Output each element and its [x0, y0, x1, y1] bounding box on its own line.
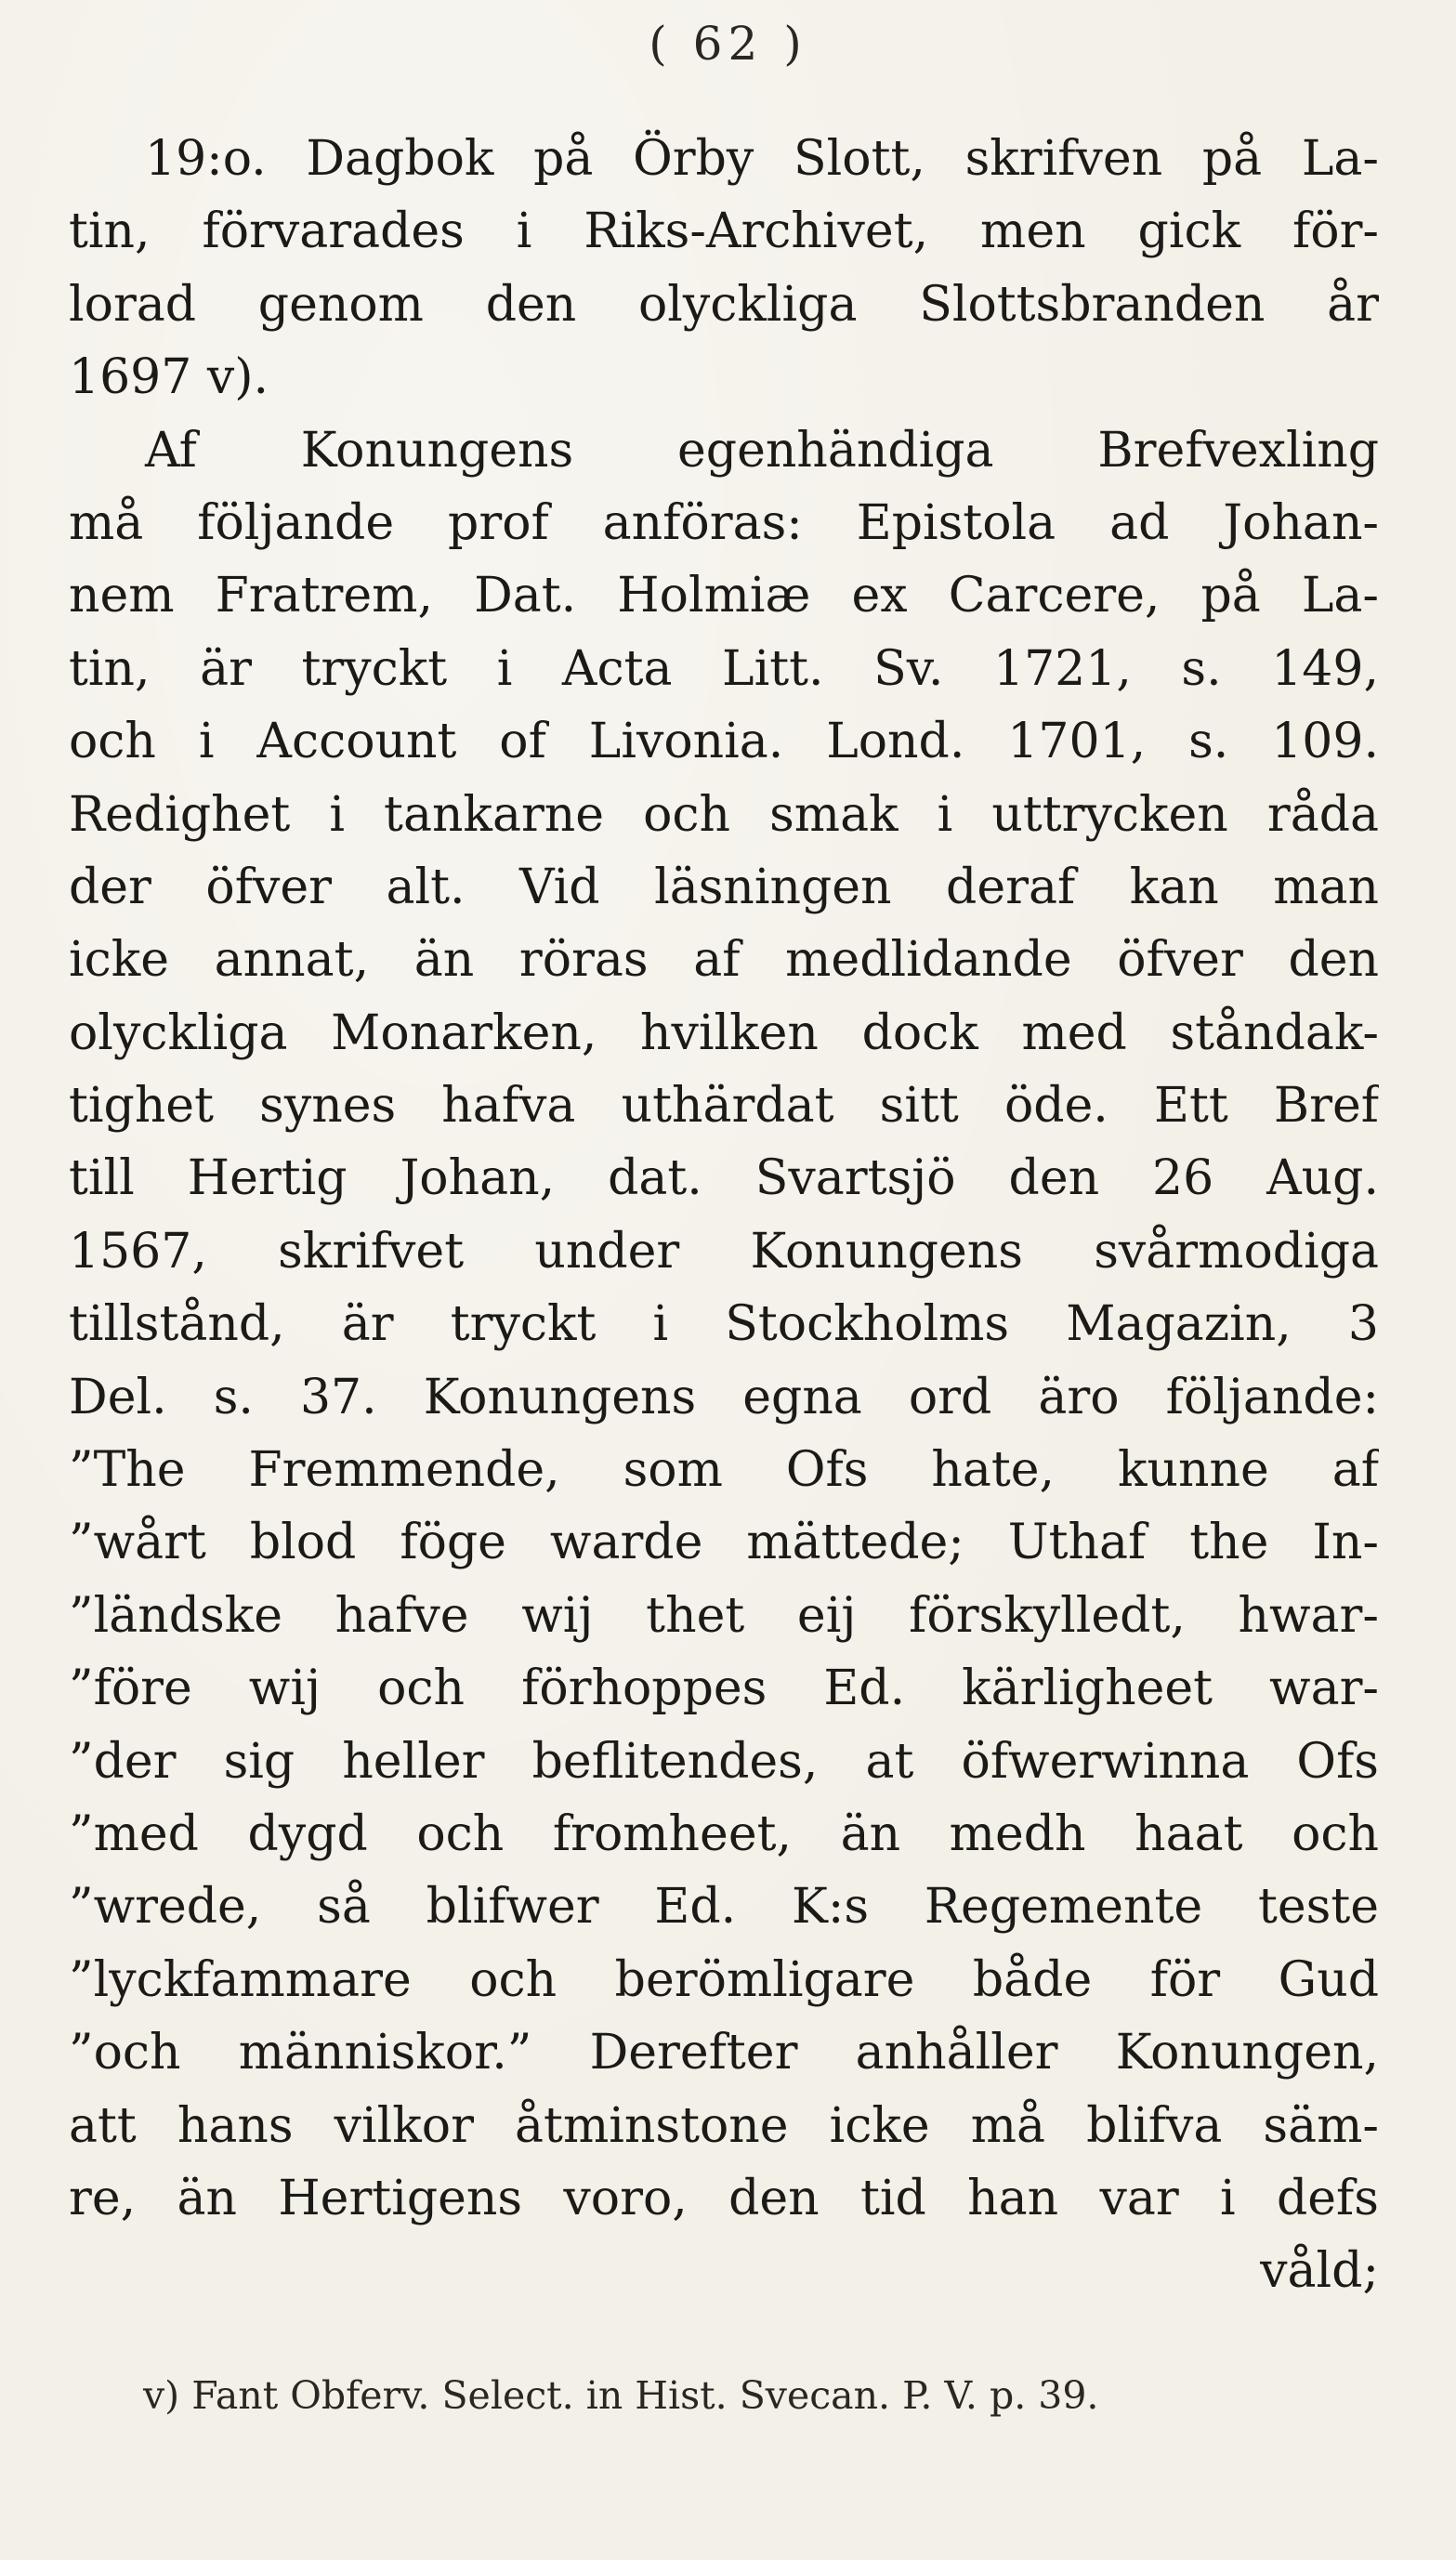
text-line: ”lyckfammare och berömligare både för Gud	[69, 1951, 1379, 2008]
text-line: 19:o. Dagbok på Örby Slott, skrifven på La-	[145, 131, 1379, 187]
text-line: ”wrede, så blifwer Ed. K:s Regemente teste	[69, 1879, 1379, 1936]
text-line: re, än Hertigens voro, den tid han var i defs	[69, 2170, 1379, 2226]
text-line: lorad genom den olyckliga Slottsbranden år	[69, 276, 1379, 333]
text-line: nem Fratrem, Dat. Holmiæ ex Carcere, på La-	[69, 568, 1379, 624]
text-line: tighet synes hafva uthärdat sitt öde. Ett Bref	[69, 1078, 1379, 1135]
catchword: våld;	[1260, 2243, 1379, 2300]
text-line: ”och människor.” Derefter anhåller Konungen,	[69, 2025, 1379, 2081]
text-line: och i Account of Livonia. Lond. 1701, s. 109.	[69, 714, 1379, 770]
page-number: ( 62 )	[649, 17, 807, 71]
text-line: till Hertig Johan, dat. Svartsjö den 26 Aug.	[69, 1150, 1379, 1207]
text-line: ”wårt blod föge warde mättede; Uthaf the In-	[69, 1515, 1379, 1571]
footnote: v) Fant Obferv. Select. in Hist. Svecan. P. V. p. 39.	[143, 2373, 1099, 2418]
text-line: tin, förvarades i Riks-Archivet, men gick för-	[69, 203, 1379, 260]
text-line: der öfver alt. Vid läsningen deraf kan man	[69, 859, 1379, 915]
text-line: må följande prof anföras: Epistola ad Johan-	[69, 494, 1379, 551]
text-line: olyckliga Monarken, hvilken dock med ståndak-	[69, 1004, 1379, 1061]
text-line: Redighet i tankarne och smak i uttrycken råda	[69, 786, 1379, 843]
text-line: 1697 v).	[69, 349, 269, 406]
text-line: Del. s. 37. Konungens egna ord äro följande:	[69, 1369, 1379, 1425]
text-line: 1567, skrifvet under Konungens svårmodiga	[69, 1223, 1379, 1280]
text-line: att hans vilkor åtminstone icke må blifva säm-	[69, 2097, 1379, 2154]
text-line: ”The Fremmende, som Ofs hate, kunne af	[69, 1442, 1379, 1499]
body-text	[69, 123, 1379, 2308]
text-line: icke annat, än röras af medlidande öfver den	[69, 932, 1379, 989]
text-line: ”med dygd och fromheet, än medh haat och	[69, 1805, 1379, 1862]
text-line: ”ländske hafve wij thet eij förskylledt, hwar-	[69, 1587, 1379, 1644]
text-line: ”före wij och förhoppes Ed. kärligheet war-	[69, 1661, 1379, 1717]
text-line: Af Konungens egenhändiga Brefvexling	[145, 422, 1379, 479]
text-line: tillstånd, är tryckt i Stockholms Magazin, 3	[69, 1296, 1379, 1353]
text-line: ”der sig heller beflitendes, at öfwerwinna Ofs	[69, 1733, 1379, 1790]
text-line: tin, är tryckt i Acta Litt. Sv. 1721, s. 149,	[69, 640, 1379, 697]
